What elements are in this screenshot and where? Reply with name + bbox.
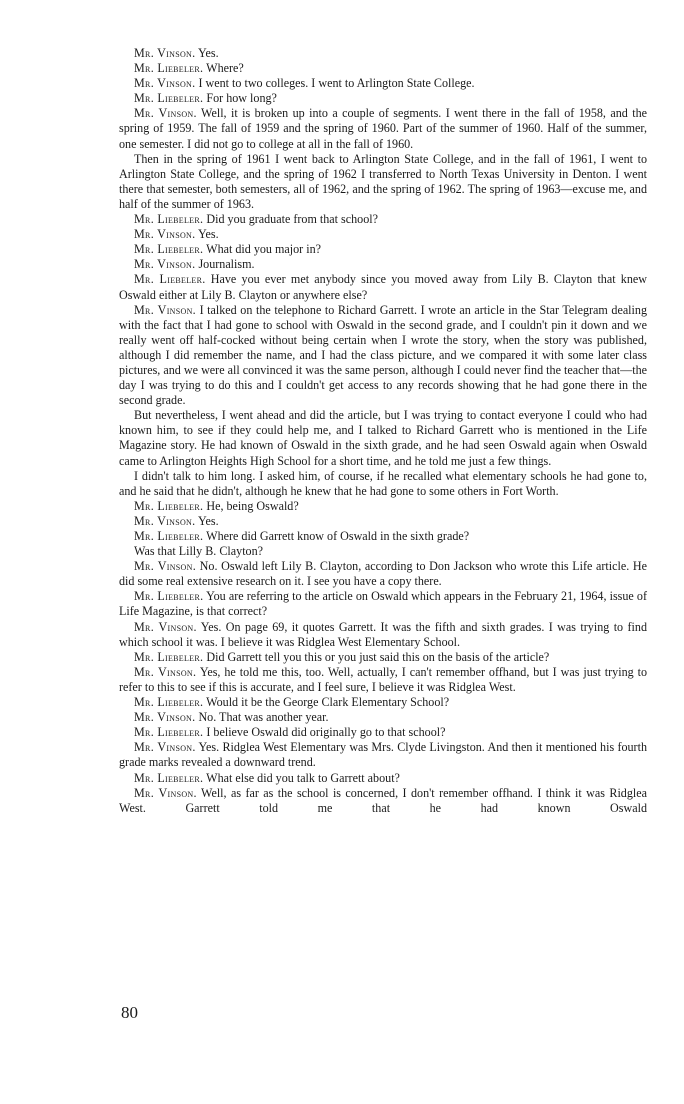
paragraph-text: Would it be the George Clark Elementary School? (203, 695, 450, 710)
speaker-name: Mr. Liebeler. (134, 212, 204, 227)
paragraph-text: For how long? (203, 91, 277, 106)
page-number: 80 (121, 1003, 138, 1022)
speaker-name: Mr. Vinson. (134, 710, 196, 725)
speaker-name: Mr. Vinson. (134, 619, 197, 634)
speaker-name: Mr. Vinson. (134, 302, 196, 317)
paragraph-text: But nevertheless, I went ahead and did the article, but I was trying to contact everyone I could who had known him, to see if they could help me, and I talked to Richard Garrett who is mentioned in the Life Magazine story. He had known of Oswald in the sixth grade, and he had seen Oswald again when Oswald came to Arlington Heights High School for a short time, and he told me just a few things. (119, 408, 647, 468)
transcript-paragraph (119, 469, 647, 499)
transcript-paragraph (119, 740, 647, 770)
transcript-paragraph (119, 665, 647, 695)
transcript-paragraph (119, 529, 647, 544)
paragraph-text: Yes. On page 69, it quotes Garrett. It was the fifth and sixth grades. I was trying to find which school it was. I believe it was Ridglea West Elementary School. (119, 619, 647, 649)
speaker-name: Mr. Vinson. (134, 785, 197, 800)
speaker-name: Mr. Vinson. (134, 664, 197, 679)
transcript-paragraph (119, 61, 647, 76)
transcript-paragraph (119, 152, 647, 212)
transcript-paragraph (119, 303, 647, 409)
transcript-paragraph (119, 620, 647, 650)
paragraph-text: Where did Garrett know of Oswald in the sixth grade? (203, 529, 470, 543)
paragraph-text: Where? (203, 61, 244, 76)
transcript-paragraph (119, 106, 647, 151)
speaker-name: Mr. Vinson. (134, 46, 196, 60)
speaker-name: Mr. Vinson. (134, 227, 196, 242)
paragraph-text: Well, as far as the school is concerned, I don't remember offhand. I think it was Ridglea West. Garrett told me that he had known Oswald (119, 785, 647, 815)
transcript-paragraph (119, 408, 647, 468)
transcript-paragraph (119, 91, 647, 106)
paragraph-text: Yes. (195, 513, 219, 528)
paragraph-text: He, being Oswald? (203, 498, 299, 513)
paragraph-text: Yes. Ridglea West Elementary was Mrs. Clyde Livingston. And then it mentioned his fourth grade marks revealed a downward trend. (119, 740, 647, 770)
speaker-name: Mr. Vinson. (134, 76, 196, 91)
transcript-paragraph (119, 786, 647, 816)
transcript-paragraph (119, 46, 647, 61)
transcript-paragraph (119, 272, 647, 302)
speaker-name: Mr. Vinson. (134, 106, 197, 121)
paragraph-text: Yes. (195, 46, 219, 60)
paragraph-text: Yes, he told me this, too. Well, actually, I can't remember offhand, but I was just trying to refer to this to see if this is accurate, and I feel sure, I believe it was Ridglea West. (119, 664, 648, 694)
speaker-name: Mr. Vinson. (134, 740, 196, 755)
speaker-name: Mr. Liebeler. (134, 272, 206, 287)
paragraph-text: You are referring to the article on Oswald which appears in the February 21, 1964, issue of Life Magazine, is that correct? (119, 589, 647, 619)
paragraph-text: Then in the spring of 1961 I went back to Arlington State College, and in the fall of 1961, I went to Arlington State College, and the spring of 1962 I transferred to North Texas University in Denton. I went there that semester, both semesters, all of 1962, and the spring of 1962. The spring of 1963—excuse me, and half of the summer of 1963. (119, 151, 647, 211)
transcript-paragraph (119, 514, 647, 529)
speaker-name: Mr. Liebeler. (134, 242, 204, 257)
paragraph-text: What did you major in? (203, 242, 322, 257)
speaker-name: Mr. Liebeler. (134, 61, 204, 76)
speaker-name: Mr. Liebeler. (134, 725, 204, 740)
paragraph-text: I believe Oswald did originally go to that school? (203, 725, 446, 740)
transcript-paragraph (119, 710, 647, 725)
paragraph-text: No. Oswald left Lily B. Clayton, according to Don Jackson who wrote this Life article. He did some real extensive research on it. I see you have a copy there. (119, 559, 647, 589)
transcript-body (119, 46, 647, 816)
transcript-paragraph (119, 227, 647, 242)
speaker-name: Mr. Liebeler. (134, 529, 204, 543)
speaker-name: Mr. Liebeler. (134, 589, 204, 604)
paragraph-text: I talked on the telephone to Richard Garrett. I wrote an article in the Star Telegram dealing with the fact that I had gone to school with Oswald in the second grade, and I couldn't pin it down and we really went off half-cocked without being certain when I wrote the story, when the story was published, although I did remember the name, and I had the class picture, and we compared it with some later class pictures, and we were all convinced it was the same person, although I could never find the teacher that—the day I was trying to do this and I couldn't get access to any records showing that he had gone there in the second grade. (119, 302, 648, 408)
paragraph-text: Have you ever met anybody since you moved away from Lily B. Clayton that knew Oswald either at Lily B. Clayton or anywhere else? (119, 272, 647, 302)
transcript-paragraph (119, 589, 647, 619)
speaker-name: Mr. Liebeler. (134, 770, 204, 785)
paragraph-text: Was that Lilly B. Clayton? (134, 544, 264, 559)
transcript-paragraph (119, 212, 647, 227)
paragraph-text: Did Garrett tell you this or you just said this on the basis of the article? (203, 649, 550, 664)
speaker-name: Mr. Liebeler. (134, 695, 204, 710)
paragraph-text: No. That was another year. (195, 710, 329, 725)
paragraph-text: I went to two colleges. I went to Arlington State College. (195, 76, 475, 91)
paragraph-text: Journalism. (195, 257, 255, 272)
transcript-paragraph (119, 242, 647, 257)
speaker-name: Mr. Vinson. (134, 559, 197, 574)
speaker-name: Mr. Liebeler. (134, 649, 204, 664)
transcript-paragraph (119, 695, 647, 710)
paragraph-text: Yes. (195, 227, 219, 242)
transcript-paragraph (119, 771, 647, 786)
speaker-name: Mr. Liebeler. (134, 498, 204, 513)
speaker-name: Mr. Liebeler. (134, 91, 204, 106)
transcript-paragraph (119, 725, 647, 740)
transcript-paragraph (119, 650, 647, 665)
paragraph-text: What else did you talk to Garrett about? (203, 770, 400, 785)
speaker-name: Mr. Vinson. (134, 513, 196, 528)
transcript-paragraph (119, 499, 647, 514)
speaker-name: Mr. Vinson. (134, 257, 196, 272)
transcript-paragraph (119, 544, 647, 559)
transcript-paragraph (119, 559, 647, 589)
paragraph-text: Well, it is broken up into a couple of segments. I went there in the fall of 1958, and the spring of 1959. The fall of 1959 and the spring of 1960. Part of the summer of 1960. Half of the summer, one semester. I did not go to college at all in the fall of 1960. (119, 106, 648, 151)
transcript-paragraph (119, 76, 647, 91)
transcript-paragraph (119, 257, 647, 272)
paragraph-text: I didn't talk to him long. I asked him, of course, if he recalled what elementary schools he had gone to, and he said that he didn't, although he knew that he had gone to some others in Fort Worth. (119, 468, 647, 498)
paragraph-text: Did you graduate from that school? (203, 212, 378, 227)
